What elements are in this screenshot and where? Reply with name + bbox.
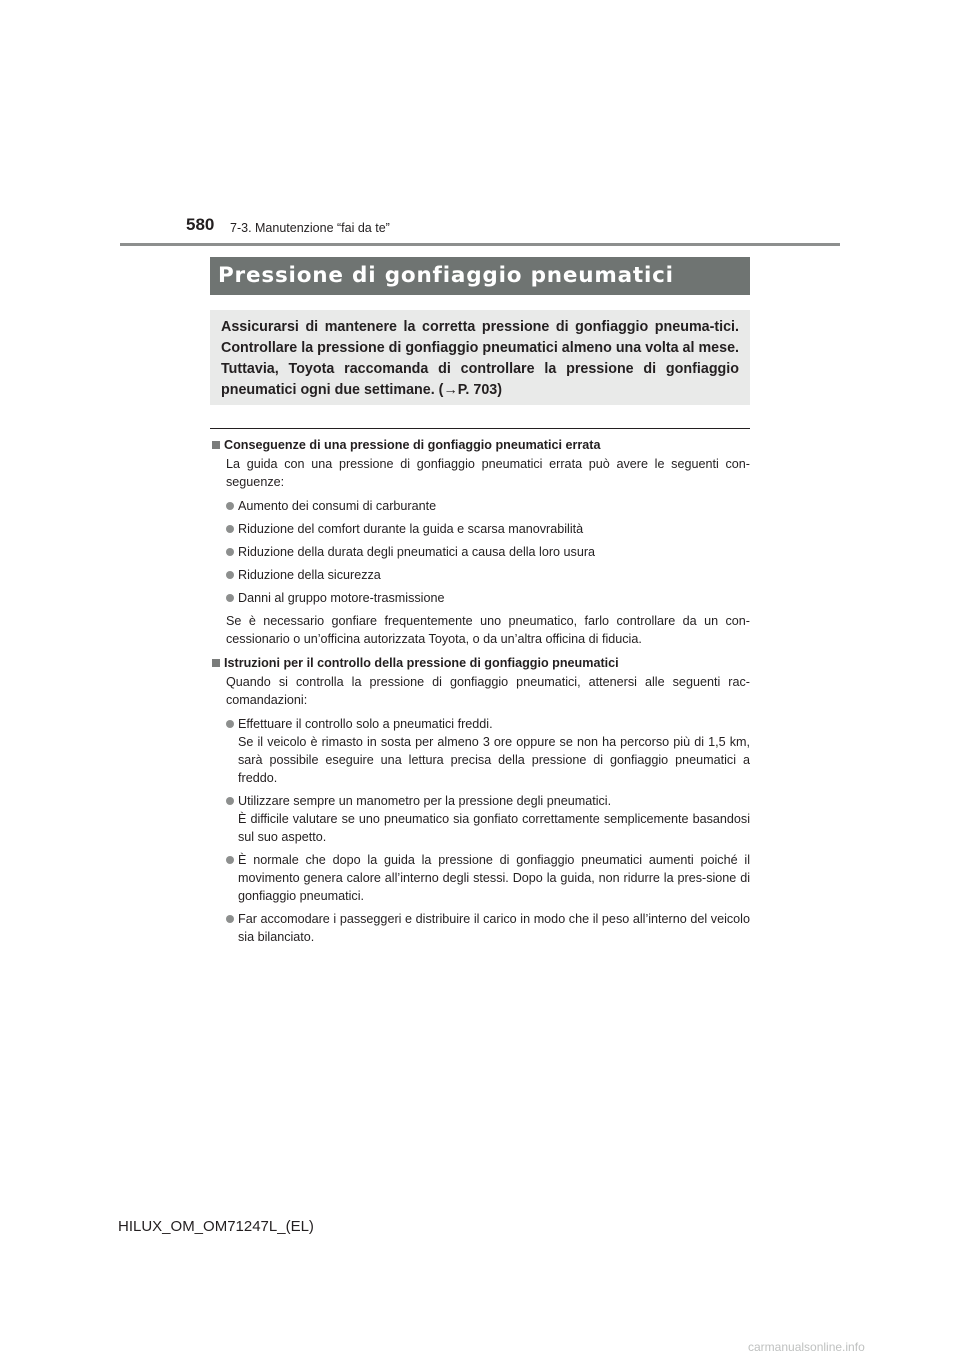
square-bullet-icon bbox=[212, 659, 220, 667]
list-item bbox=[210, 520, 750, 538]
round-bullet-icon bbox=[226, 548, 234, 556]
content-rule bbox=[210, 428, 750, 429]
round-bullet-icon bbox=[226, 594, 234, 602]
list-item-text: Riduzione del comfort durante la guida e scarsa manovrabilità bbox=[238, 522, 584, 536]
list-item-main: Far accomodare i passeggeri e distribuire il carico in modo che il peso all’interno del veicolo sia bilanciato. bbox=[238, 912, 750, 944]
square-bullet-icon bbox=[212, 441, 220, 449]
section-intro: La guida con una pressione di gonfiaggio pneumatici errata può avere le seguenti con-seguenze: bbox=[226, 457, 750, 489]
intro-text: Assicurarsi di mantenere la corretta pressione di gonfiaggio pneuma-tici. Controllare la pressione di gonfiaggio pneumatici almeno una volta al mese. Tuttavia, Toyota raccomanda di controllare la pressione di gonfiaggio pneumatici ogni due settimane. ( bbox=[221, 319, 739, 398]
section-heading-text: Conseguenze di una pressione di gonfiaggio pneumatici errata bbox=[224, 438, 601, 452]
list-item bbox=[210, 792, 750, 846]
arrow-icon: → bbox=[443, 382, 458, 398]
watermark-text: carmanualsonline.info bbox=[748, 1340, 865, 1354]
round-bullet-icon bbox=[226, 856, 234, 864]
round-bullet-icon bbox=[226, 525, 234, 533]
round-bullet-icon bbox=[226, 571, 234, 579]
section-heading-text: Istruzioni per il controllo della pressione di gonfiaggio pneumatici bbox=[224, 656, 619, 670]
section-label: 7-3. Manutenzione “fai da te” bbox=[230, 221, 390, 235]
intro-box bbox=[210, 310, 750, 405]
page-title: Pressione di gonfiaggio pneumatici bbox=[210, 257, 750, 295]
section-heading bbox=[210, 654, 750, 672]
list-item-text: Aumento dei consumi di carburante bbox=[238, 499, 437, 513]
list-item bbox=[210, 589, 750, 607]
header-rule bbox=[120, 243, 840, 246]
round-bullet-icon bbox=[226, 797, 234, 805]
round-bullet-icon bbox=[226, 720, 234, 728]
list-item-main: Utilizzare sempre un manometro per la pressione degli pneumatici. bbox=[238, 794, 612, 808]
page-number: 580 bbox=[186, 215, 215, 234]
section-heading bbox=[210, 436, 750, 454]
list-item-detail: Se il veicolo è rimasto in sosta per almeno 3 ore oppure se non ha percorso più di 1,5 km, sarà possibile eseguire una lettura precisa della pressione di gonfiaggio pneumatici a freddo. bbox=[238, 735, 750, 785]
content bbox=[210, 436, 750, 951]
list-item-main: È normale che dopo la guida la pressione di gonfiaggio pneumatici aumenti poiché il movimento genera calore all’interno degli stessi. Dopo la guida, non ridurre la pres-sione di gonfiaggio pneumatici. bbox=[238, 853, 750, 903]
section-intro: Quando si controlla la pressione di gonfiaggio pneumatici, attenersi alle seguenti rac-comandazioni: bbox=[226, 675, 750, 707]
list-item-text: Riduzione della sicurezza bbox=[238, 568, 381, 582]
list-item bbox=[210, 543, 750, 561]
list-item-main: Effettuare il controllo solo a pneumatici freddi. bbox=[238, 717, 493, 731]
list-item-detail: È difficile valutare se uno pneumatico sia gonfiato correttamente semplicemente basandosi sul suo aspetto. bbox=[238, 812, 750, 844]
round-bullet-icon bbox=[226, 502, 234, 510]
list-item-text: Riduzione della durata degli pneumatici a causa della loro usura bbox=[238, 545, 596, 559]
list-item bbox=[210, 566, 750, 584]
list-item bbox=[210, 497, 750, 515]
list-item bbox=[210, 910, 750, 946]
list-item bbox=[210, 715, 750, 787]
section-closing: Se è necessario gonfiare frequentemente uno pneumatico, farlo controllare da un con-cessionario o un’officina autorizzata Toyota, o da un’altra officina di fiducia. bbox=[226, 614, 750, 646]
list-item-text: Danni al gruppo motore-trasmissione bbox=[238, 591, 445, 605]
list-item bbox=[210, 851, 750, 905]
page-reference-link[interactable]: P. 703) bbox=[457, 382, 502, 398]
round-bullet-icon bbox=[226, 915, 234, 923]
document-code-footer: HILUX_OM_OM71247L_(EL) bbox=[118, 1218, 314, 1235]
